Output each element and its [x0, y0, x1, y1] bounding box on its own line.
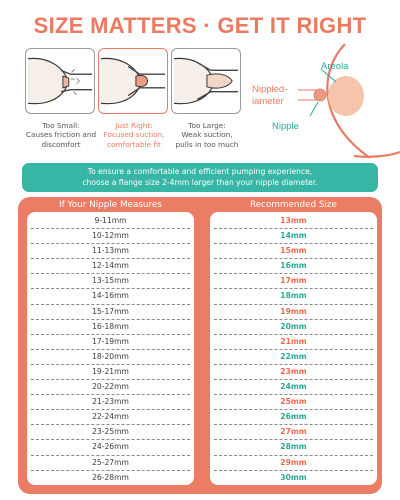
nipple-diameter-line1: Nippled-: [252, 84, 288, 95]
too-small-line3: discomfort: [41, 139, 81, 149]
measure-cell: 14-16mm: [31, 289, 190, 304]
measure-cell: 24-26mm: [31, 440, 190, 455]
recommended-size-cell: 21mm: [214, 335, 373, 350]
measure-cell: 15-17mm: [31, 305, 190, 320]
measure-cell: 17-19mm: [31, 335, 190, 350]
nipple-label: Nipple: [272, 121, 299, 132]
measure-cell: 22-24mm: [31, 410, 190, 425]
recommended-list: [210, 214, 377, 486]
measure-cell: 13-15mm: [31, 274, 190, 289]
advice-banner: [22, 163, 378, 192]
too-large-caption: [164, 121, 250, 149]
measure-cell: 11-13mm: [31, 244, 190, 259]
recommended-size-cell: 30mm: [280, 472, 307, 482]
measure-cell: 20-22mm: [31, 380, 190, 395]
recommended-size-cell: 20mm: [214, 320, 373, 335]
too-large-title: Too Large:: [188, 121, 226, 130]
just-right-line3: comfortable fit: [107, 139, 161, 149]
page-title: SIZE MATTERS · GET IT RIGHT: [33, 13, 367, 38]
recommended-size-cell: 23mm: [214, 365, 373, 380]
recommended-size-cell: 13mm: [214, 214, 373, 229]
advice-line1: To ensure a comfortable and efficient pumping experience,: [87, 167, 313, 176]
nipple-diameter-line2: iameter: [252, 96, 284, 107]
recommended-size-cell: 22mm: [214, 350, 373, 365]
measure-cell: 16-18mm: [31, 320, 190, 335]
recommended-size-cell: 29mm: [214, 456, 373, 471]
too-small-line2: Causes friction and: [25, 130, 97, 140]
advice-line2: choose a flange size 2-4mm larger than your nipple diameter.: [82, 177, 318, 187]
too-small-illustration: [25, 48, 95, 114]
too-large-line3: pulls in too much: [175, 139, 239, 149]
just-right-flange-icon: [99, 49, 167, 113]
recommended-size-cell: 16mm: [214, 259, 373, 274]
nipple-diameter-label: [252, 84, 302, 108]
measure-cell: 10-12mm: [31, 229, 190, 244]
too-large-line2: Weak suction,: [181, 130, 233, 140]
measure-cell: 9-11mm: [31, 214, 190, 229]
recommended-size-cell: 24mm: [214, 380, 373, 395]
recommended-size-cell: 25mm: [214, 395, 373, 410]
measure-cell: 26-28mm: [92, 472, 129, 482]
too-small-title: Too Small:: [42, 121, 80, 130]
measure-list: [27, 214, 194, 486]
recommended-size-cell: 17mm: [214, 274, 373, 289]
column-header-measure: If Your Nipple Measures: [59, 200, 162, 210]
measure-cell: 25-27mm: [31, 456, 190, 471]
measure-cell: 12-14mm: [31, 259, 190, 274]
recommended-size-cell: 15mm: [214, 244, 373, 259]
too-large-illustration: [171, 48, 241, 114]
areola-label: Areola: [321, 61, 349, 72]
too-small-flange-icon: [26, 49, 94, 113]
just-right-line2: Focused suction,: [103, 130, 165, 140]
measure-cell: 23-25mm: [31, 425, 190, 440]
just-right-illustration: [98, 48, 168, 114]
recommended-size-cell: 28mm: [214, 440, 373, 455]
too-large-flange-icon: [172, 49, 240, 113]
measure-cell: 18-20mm: [31, 350, 190, 365]
just-right-title: Just Right:: [115, 121, 153, 130]
recommended-size-cell: 26mm: [214, 410, 373, 425]
recommended-size-cell: 19mm: [214, 305, 373, 320]
column-header-recommended: Recommended Size: [250, 200, 337, 210]
recommended-size-cell: 18mm: [214, 289, 373, 304]
recommended-size-cell: 27mm: [214, 425, 373, 440]
measure-cell: 21-23mm: [31, 395, 190, 410]
measure-cell: 19-21mm: [31, 365, 190, 380]
recommended-size-cell: 14mm: [214, 229, 373, 244]
